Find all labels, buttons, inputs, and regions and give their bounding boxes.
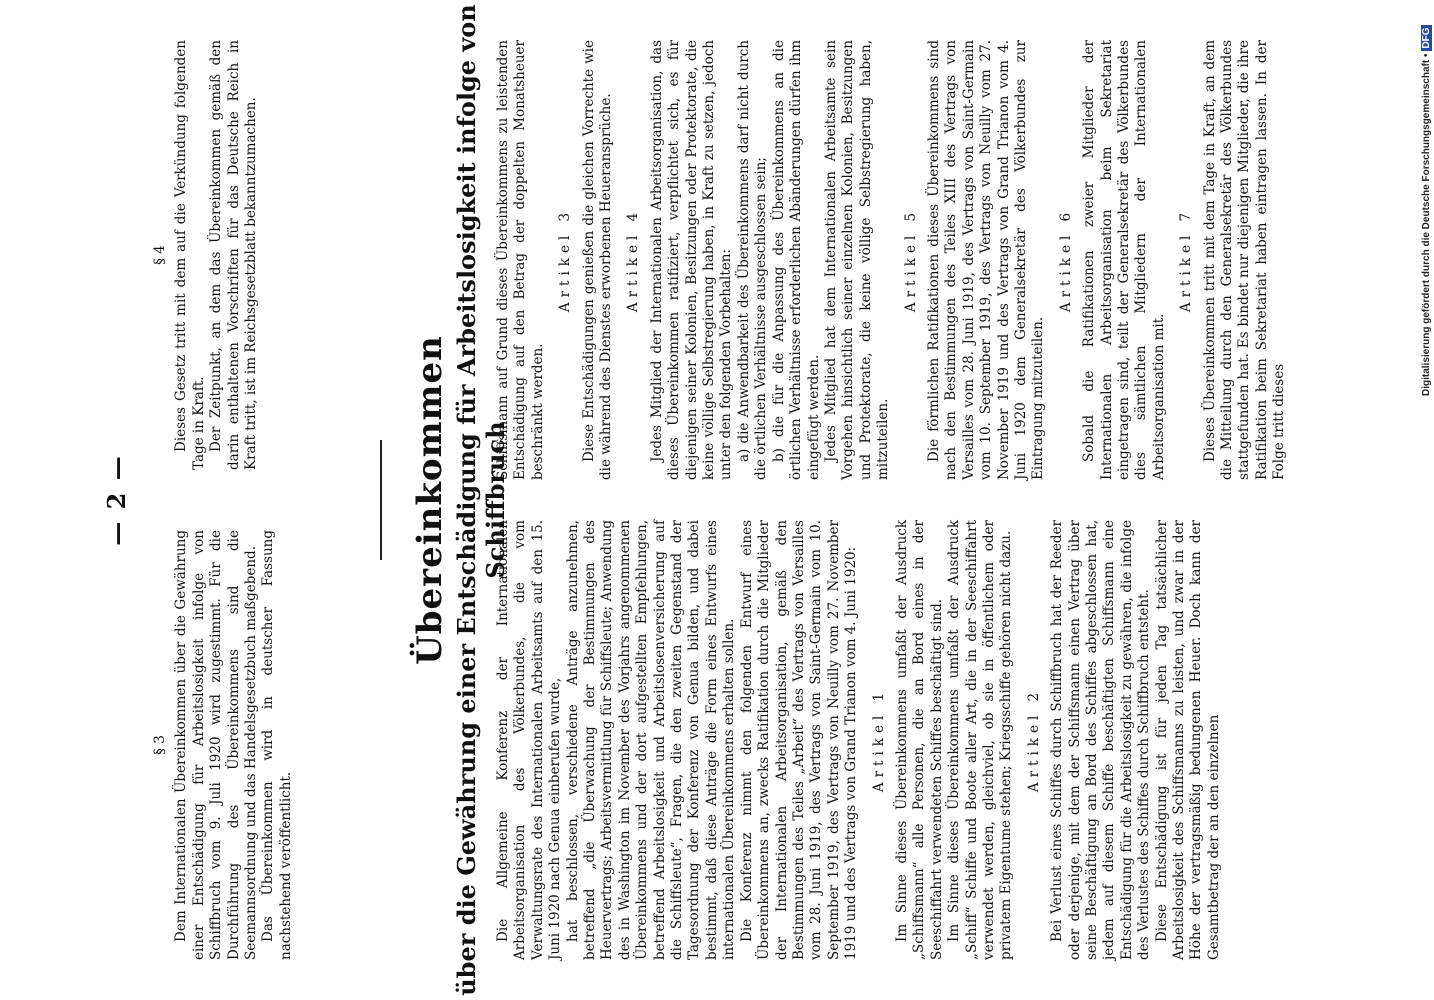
continued-para: Schiffsmann auf Grund dieses Übereinkommens zu leistenden Entschädigung auf den Betrag der doppelten Monatsheuer beschränkt werden.: [495, 40, 546, 480]
section-3-para-2: Das Übereinkommen wird in deutscher Fassung nachstehend veröffentlicht.: [260, 530, 294, 960]
document-subtitle: über die Gewährung einer Entschädigung für Arbeitslosigkeit infolge von Schiffbruch: [452, 4, 510, 996]
article-7-heading: Artikel 7: [1178, 207, 1195, 313]
article-1-para-1: Im Sinne dieses Übereinkommens umfaßt der Ausdruck „Schiffsmann“ alle Personen, die an Bord eines in der Seeschiffahrt verwendeten Schiffes beschäftigt sind.: [893, 520, 945, 960]
section-4-block: [150, 40, 260, 470]
preamble-para-2: hat beschlossen, verschiedene Anträge anzunehmen, betreffend „die Überwachung der Bestimmungen des Heuervertrags; Arbeitsvermittlung für Schiffsleute; Anwendung des in Washington im November des Vorjahrs angenommenen Übereinkommens und der dort aufgestellten Empfehlungen, betreffend Arbeitslosigkeit und Arbeitslosenversicherung auf die Schiffsleute“, Fragen, die den zweiten Gegenstand der Tagesordnung der Konferenz von Genua bilden, und dabei bestimmt, daß diese Anträge die Form eines Entwurfs eines internationalen Übereinkommens erhalten sollen.: [564, 520, 738, 960]
article-4-heading: Artikel 4: [625, 207, 642, 313]
article-3-heading: Artikel 3: [557, 207, 574, 313]
article-4-para-2: Jedes Mitglied hat dem Internationalen Arbeitsamte sein Vorgehen hinsichtlich seiner einzelnen Kolonien, Besitzungen und Protektorate, die keine völlige Selbstregierung haben, mitzuteilen.: [822, 40, 892, 480]
rotated-page: [90, 0, 1380, 1000]
left-text-column: [495, 520, 1223, 960]
article-4-para-1: Jedes Mitglied der Internationalen Arbeitsorganisation, das dieses Übereinkommen ratifiziert, verpflichtet sich, es für diejenigen seiner Kolonien, Besitzungen oder Protektorate, die keine völlige Selbstregierung haben, in Kraft zu setzen, jedoch unter den folgenden Vorbehalten:: [648, 40, 735, 480]
document-title: Übereinkommen: [410, 335, 450, 665]
dfg-logo: DFG: [1421, 27, 1432, 49]
article-7-para-1: Dieses Übereinkommen tritt mit dem Tage in Kraft, an dem die Mitteilung durch den Generalsekretär des Völkerbundes stattgefunden hat. Es bindet nur diejenigen Mitglieder, die ihre Ratifikation beim Sekretariat haben eintragen lassen. In der Folge tritt dieses: [1201, 40, 1288, 480]
article-2-para-2: Diese Entschädigung ist für jeden Tag tatsächlicher Arbeitslosigkeit des Schiffsmanns zu leisten, und zwar in der Höhe der vertragsmäßig bedungenen Heuer. Doch kann der Gesamtbetrag der an den einzelnen: [1153, 520, 1222, 960]
article-2-heading: Artikel 2: [1025, 687, 1042, 793]
article-2-para-1: Bei Verlust eines Schiffes durch Schiffbruch hat der Reeder oder derjenige, mit dem der Schiffsmann einen Vertrag über seine Beschäftigung an Bord des Schiffes abgeschlossen hat, jedem auf diesem Schiffe beschäftigten Schiffsmann eine Entschädigung für die Arbeitslosigkeit zu gewähren, die infolge des Verlustes des Schiffes durch Schiffbruch entsteht.: [1049, 520, 1153, 960]
divider-rule: [380, 440, 382, 560]
article-6-heading: Artikel 6: [1057, 207, 1074, 313]
preamble-para-3: Die Konferenz nimmt den folgenden Entwurf eines Übereinkommens an, zwecks Ratifikation durch die Mitglieder der Internationalen Arbeitsorganisation, gemäß den Bestimmungen des Teiles „Arbeit“ des Vertrags von Versailles vom 28. Juni 1919, des Vertrags von Saint-Germain vom 10. September 1919, des Vertrags von Neuilly vom 27. November 1919 und des Vertrags von Grand Trianon vom 4. Juni 1920:: [738, 520, 860, 960]
article-1-para-2: Im Sinne dieses Übereinkommens umfaßt der Ausdruck „Schiff“ Schiffe und Boote aller Art, die in der Seeschiffahrt verwendet werden, gleichviel, ob sie in öffentlichem oder privatem Eigentume stehen; Kriegsschiffe gehören nicht dazu.: [946, 520, 1015, 960]
page-number: — 2 —: [102, 454, 131, 546]
article-3-para-1: Diese Entschädigungen genießen die gleichen Vorrechte wie die während des Dienstes erworbenen Heueransprüche.: [580, 40, 615, 480]
article-6-para-1: Sobald die Ratifikationen zweier Mitglieder der Internationalen Arbeitsorganisation beim Sekretariat eingetragen sind, teilt der Generalsekretär des Völkerbundes dies sämtlichen Mitgliedern der Internationalen Arbeitsorganisation mit.: [1081, 40, 1167, 480]
section-3-block: [150, 530, 295, 960]
article-5-para-1: Die förmlichen Ratifikationen dieses Übereinkommens sind nach den Bestimmungen des Teiles XIII des Vertrags von Versailles vom 28. Juni 1919, des Vertrags von Saint-Germain vom 10. September 1919, des Vertrags von Neuilly vom 27. November 1919 und des Vertrags von Grand Trianon vom 4. Juni 1920 dem Generalsekretär des Völkerbundes zur Eintragung mitzuteilen.: [925, 40, 1047, 480]
section-4-para-1: Dieses Gesetz tritt mit dem auf die Verkündung folgenden Tage in Kraft.: [173, 40, 207, 470]
article-5-heading: Artikel 5: [902, 207, 919, 313]
article-4-item-b: b) die für die Anpassung des Übereinkommens an die örtlichen Verhältnisse erforderlichen Abänderungen dürfen ihm eingefügt werden.: [770, 40, 822, 480]
digitization-credit: [1420, 6, 1434, 396]
credit-text: Digitalisierung gefördert durch die Deutsche Forschungsgemeinschaft •: [1421, 53, 1432, 396]
section-3-heading: § 3: [152, 735, 168, 755]
document-sheet: [90, 0, 1380, 1000]
article-1-heading: Artikel 1: [870, 687, 887, 793]
article-4-item-a: a) die Anwendbarkeit des Übereinkommens darf nicht durch die örtlichen Verhältnisse ausgeschlossen sein;: [735, 40, 770, 480]
preamble-para-1: Die Allgemeine Konferenz der Internationalen Arbeitsorganisation des Völkerbundes, die vom Verwaltungsrate des Internationalen Arbeitsamts auf den 15. Juni 1920 nach Genua einberufen wurde,: [495, 520, 564, 960]
section-4-heading: § 4: [152, 245, 168, 265]
right-text-column: [495, 40, 1289, 480]
section-4-para-2: Der Zeitpunkt, an dem das Übereinkommen gemäß den darin enthaltenen Vorschriften für das Deutsche Reich in Kraft tritt, ist im Reichsgesetzblatt bekanntzumachen.: [208, 40, 260, 470]
section-3-para-1: Dem Internationalen Übereinkommen über die Gewährung einer Entschädigung für Arbeitslosigkeit infolge von Schiffbruch vom 9. Juli 1920 wird zugestimmt. Für die Durchführung des Übereinkommens sind die Seemannsordnung und das Handelsgesetzbuch maßgebend.: [173, 530, 260, 960]
